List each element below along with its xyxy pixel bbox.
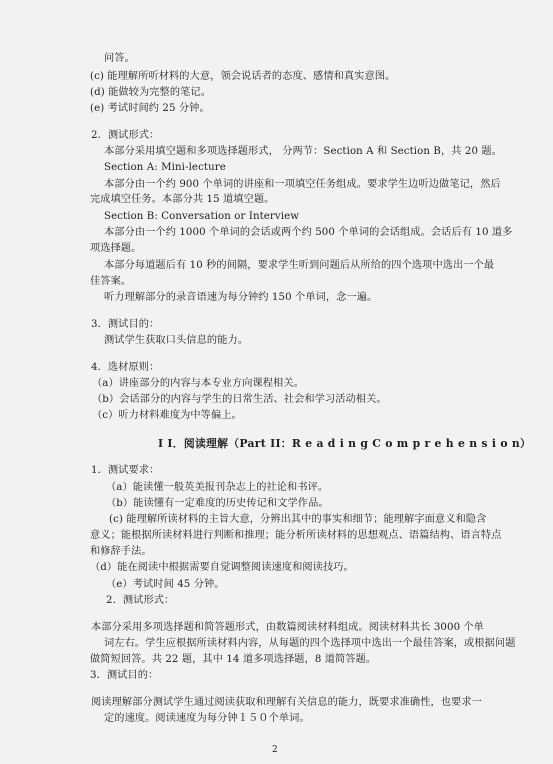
section-heading: 1．测试要求： (91, 465, 160, 476)
text-line: 2．测试形式： (106, 595, 175, 606)
text-line: 问答。 (104, 53, 135, 64)
text-line: Section A: Mini-lecture (104, 162, 226, 173)
text-line: （b）能读懂有一定难度的历史传记和文学作品。 (106, 498, 329, 509)
text-line: 意义；能根据所读材料进行判断和推理；能分析所读材料的思想观点、语篇结构、语言特点 (90, 530, 502, 541)
text-line: （a）能读懂一般英美报刊杂志上的社论和书评。 (106, 482, 329, 493)
text-line: (e) 考试时间约 25 分钟。 (90, 103, 210, 114)
section-heading: 3．测试目的： (91, 319, 160, 330)
text-line: 本部分由一个约 1000 个单词的会话或两个约 500 个单词的会话组成。会话后有 10 道多 (104, 227, 513, 238)
text-line: 本部分由一个约 900 个单词的讲座和一项填空任务组成。要求学生边听边做笔记，然后 (104, 179, 501, 190)
text-line: 完成填空任务。本部分共 15 道填空题。 (90, 194, 275, 205)
text-line: 本部分采用填空题和多项选择题形式， 分两节：Section A 和 Section B，共 20 题。 (104, 146, 502, 157)
text-line: 词左右。学生应根据所读材料内容，从每题的四个选择项中选出一个最佳答案，或根据问题 (104, 638, 516, 649)
text-line: 测试学生获取口头信息的能力。 (104, 335, 249, 346)
text-line: 和修辞手法。 (90, 546, 152, 557)
part-title: I I．阅读理解（Part II：R e a d i n g C o m p r e h e n s i o n） (158, 437, 532, 450)
section-heading: 2．测试形式： (91, 130, 160, 141)
page-number: 2 (272, 745, 278, 755)
text-line: (d) 能做较为完整的笔记。 (90, 87, 211, 98)
text-line: 定的速度。阅读速度为每分钟１５０个单词。 (104, 713, 310, 724)
text-line: （c）听力材料难度为中等偏上。 (92, 410, 242, 421)
section-heading: 4．选材原则： (91, 362, 160, 373)
text-line: 本部分每道题后有 10 秒的间隔，要求学生听到问题后从所给的四个选项中选出一个最 (104, 260, 495, 271)
text-line: 佳答案。 (90, 276, 132, 287)
section-heading: 阅读理解部分测试学生通过阅读获取和理解有关信息的能力，既要求准确性，也要求一 (91, 697, 482, 708)
text-line: 听力理解部分的录音语速为每分钟约 150 个单词，念一遍。 (104, 292, 378, 303)
text-line: (c) 能理解所听材料的大意，领会说话者的态度、感情和真实意图。 (90, 71, 396, 82)
text-line: （e）考试时间 45 分钟。 (106, 579, 225, 590)
section-heading: 本部分采用多项选择题和简答题形式，由数篇阅读材料组成。阅读材料共长 3000 个单 (91, 622, 485, 633)
text-line: 做简短回答。共 22 题，其中 14 道多项选择题，8 道简答题。 (90, 654, 377, 665)
text-line: Section B: Conversation or Interview (104, 211, 300, 222)
text-line: (c) 能理解所读材料的主旨大意，分辨出其中的事实和细节；能理解字面意义和隐含 (109, 514, 487, 525)
text-line: （a）讲座部分的内容与本专业方向课程相关。 (92, 378, 304, 389)
text-line: 项选择题。 (90, 243, 142, 254)
text-line: （d）能在阅读中根据需要自觉调整阅读速度和阅读技巧。 (90, 562, 354, 573)
text-line: 3．测试目的： (90, 670, 159, 681)
text-line: （b）会话部分的内容与学生的日常生活、社会和学习活动相关。 (92, 394, 387, 405)
